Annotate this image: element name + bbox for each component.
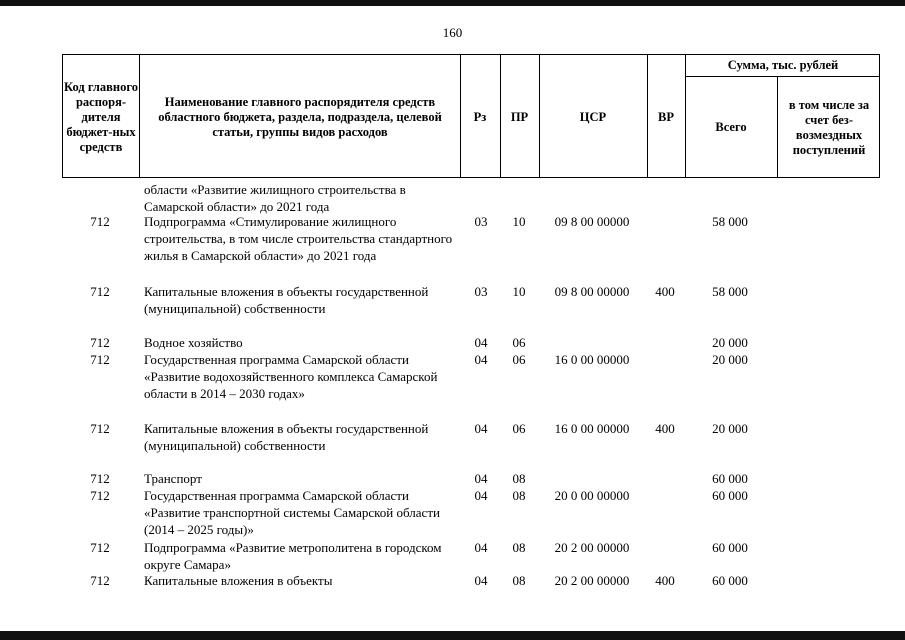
- cell-total: 20 000: [712, 352, 748, 367]
- cell-pr: 10: [512, 284, 526, 299]
- cell-rz: 04: [474, 421, 488, 436]
- cell-csr: 20 0 00 00000: [554, 488, 630, 503]
- cell-code: 712: [90, 471, 110, 486]
- header-free: в том числе за счет без-возмездных поступлений: [788, 97, 870, 157]
- cell-rz: 04: [474, 573, 488, 588]
- cell-csr: 16 0 00 00000: [554, 352, 630, 367]
- cell-name: Капитальные вложения в объекты государственной (муниципальной) собственности: [144, 421, 429, 453]
- cell-code: 712: [90, 335, 110, 350]
- cell-csr: 09 8 00 00000: [554, 214, 630, 229]
- cell-total: 60 000: [712, 573, 748, 588]
- cell-name: Подпрограмма «Стимулирование жилищного строительства, в том числе строительства стандартного жилья в Самарской области» до 2021 года: [144, 214, 453, 263]
- cell-code: 712: [90, 421, 110, 436]
- cell-csr: 20 2 00 00000: [554, 540, 630, 555]
- cell-name: Капитальные вложения в объекты: [144, 573, 333, 588]
- header-sum: Сумма, тыс. рублей: [727, 58, 839, 72]
- cell-pr: 06: [512, 335, 526, 350]
- header-divider: [139, 55, 140, 177]
- cell-total: 20 000: [712, 421, 748, 436]
- cell-code: 712: [90, 540, 110, 555]
- cell-total: 58 000: [712, 284, 748, 299]
- cell-csr: 20 2 00 00000: [554, 573, 630, 588]
- cell-pr: 08: [512, 488, 526, 503]
- cell-rz: 04: [474, 488, 488, 503]
- scan-edge-top: [0, 0, 905, 6]
- cell-rz: 04: [474, 540, 488, 555]
- cell-pr: 06: [512, 421, 526, 436]
- cell-csr: 16 0 00 00000: [554, 421, 630, 436]
- cell-total: 58 000: [712, 214, 748, 229]
- cell-vr: 400: [655, 573, 675, 588]
- cell-code: 712: [90, 214, 110, 229]
- cell-name: Государственная программа Самарской области «Развитие водохозяйственного комплекса Самарской области в 2014 – 2030 годах»: [144, 352, 438, 401]
- cell-csr: 09 8 00 00000: [554, 284, 630, 299]
- cell-code: 712: [90, 488, 110, 503]
- cell-code: 712: [90, 352, 110, 367]
- cell-pr: 08: [512, 540, 526, 555]
- header-csr: ЦСР: [579, 109, 607, 124]
- cell-pr: 08: [512, 471, 526, 486]
- cell-rz: 03: [474, 284, 488, 299]
- cell-pr: 10: [512, 214, 526, 229]
- cell-name: Капитальные вложения в объекты государственной (муниципальной) собственности: [144, 284, 429, 316]
- cell-name: области «Развитие жилищного строительства в Самарской области» до 2021 года: [144, 182, 406, 214]
- cell-total: 60 000: [712, 540, 748, 555]
- cell-name: Государственная программа Самарской области «Развитие транспортной системы Самарской области (2014 – 2025 годы)»: [144, 488, 440, 537]
- scan-edge-bottom: [0, 631, 905, 640]
- header-name: Наименование главного распорядителя средств областного бюджета, раздела, подраздела, целевой статьи, группы видов расходов: [158, 94, 442, 139]
- cell-vr: 400: [655, 284, 675, 299]
- header-code: Код главного распоря-дителя бюджет-ных средств: [64, 79, 138, 154]
- cell-rz: 04: [474, 352, 488, 367]
- page-number: 160: [442, 25, 463, 40]
- cell-name: Транспорт: [144, 471, 202, 486]
- cell-name: Подпрограмма «Развитие метрополитена в городском округе Самара»: [144, 540, 442, 572]
- header-total: Всего: [715, 120, 747, 134]
- cell-vr: 400: [655, 421, 675, 436]
- cell-name: Водное хозяйство: [144, 335, 243, 350]
- header-vr: ВР: [658, 109, 674, 124]
- cell-rz: 04: [474, 335, 488, 350]
- cell-pr: 06: [512, 352, 526, 367]
- header-pr: ПР: [510, 109, 529, 124]
- cell-code: 712: [90, 284, 110, 299]
- cell-total: 20 000: [712, 335, 748, 350]
- table-header: [62, 54, 880, 178]
- cell-rz: 03: [474, 214, 488, 229]
- cell-rz: 04: [474, 471, 488, 486]
- cell-total: 60 000: [712, 488, 748, 503]
- header-rz: Рз: [473, 109, 487, 124]
- cell-pr: 08: [512, 573, 526, 588]
- cell-code: 712: [90, 573, 110, 588]
- cell-total: 60 000: [712, 471, 748, 486]
